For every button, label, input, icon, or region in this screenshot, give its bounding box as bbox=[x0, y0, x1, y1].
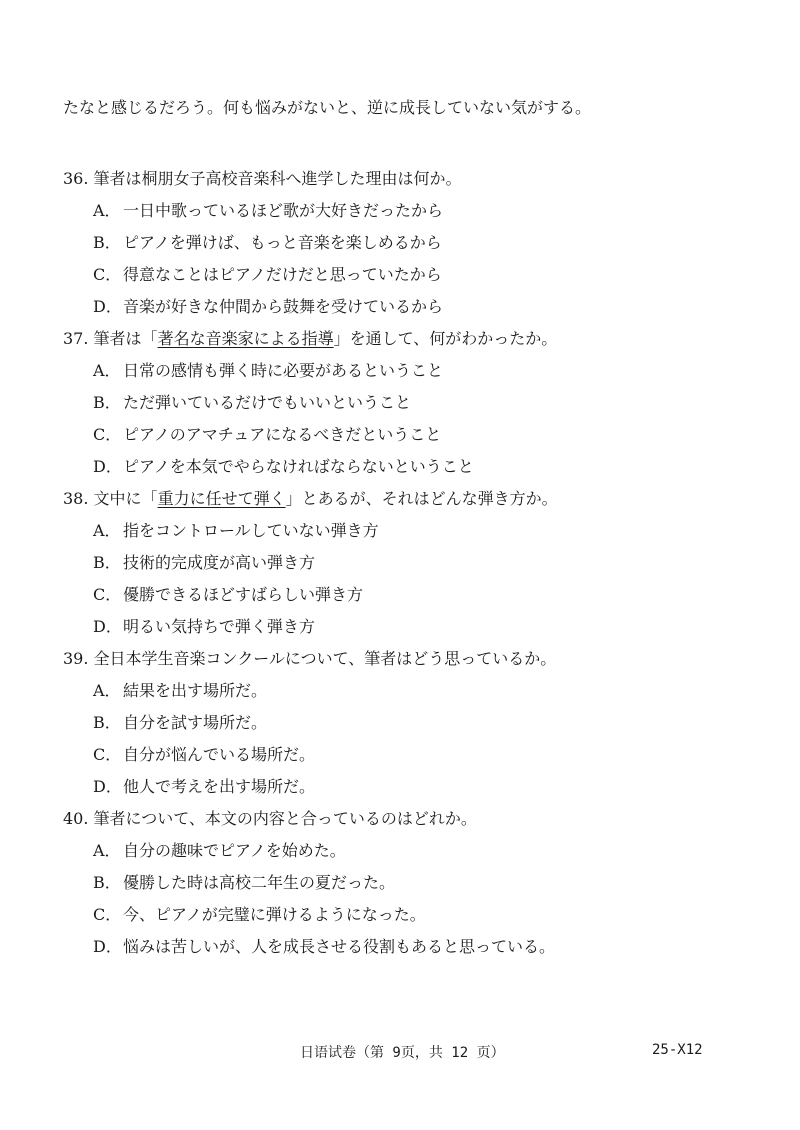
option-d[interactable] bbox=[63, 771, 763, 803]
option-letter: A． bbox=[93, 681, 121, 700]
option-d[interactable] bbox=[63, 451, 763, 483]
option-letter: C． bbox=[93, 905, 122, 924]
option-letter: C． bbox=[93, 585, 122, 604]
exam-code: 25-X12 bbox=[652, 1042, 703, 1058]
passage-closing-line: たなと感じるだろう。何も悩みがないと、逆に成長していない気がする。 bbox=[63, 98, 592, 117]
page-info: 日语试卷（第 9页，共 12 页） bbox=[300, 1045, 505, 1061]
option-b[interactable] bbox=[63, 227, 763, 259]
question-stem bbox=[63, 803, 763, 835]
option-text: 指をコントロールしていない弾き方 bbox=[123, 521, 379, 540]
question-text: 筆者について、本文の内容と合っているのはどれか。 bbox=[93, 809, 477, 828]
option-text: 自分が悩んでいる場所だ。 bbox=[123, 745, 316, 764]
option-text: 優勝した時は高校二年生の夏だった。 bbox=[123, 873, 396, 892]
question-text: 筆者は桐朋女子高校音楽科へ進学した理由は何か。 bbox=[93, 169, 462, 188]
option-text: 自分の趣味でピアノを始めた。 bbox=[123, 841, 346, 860]
option-text: 今、ピアノが完璧に弾けるようになった。 bbox=[123, 905, 426, 924]
question-text: 筆者は「著名な音楽家による指導」を通して、何がわかったか。 bbox=[93, 329, 558, 348]
question-list bbox=[63, 163, 763, 963]
option-letter: C． bbox=[93, 745, 122, 764]
option-text: 技術的完成度が高い弾き方 bbox=[123, 553, 316, 572]
option-text: 他人で考えを出す場所だ。 bbox=[123, 777, 316, 796]
option-a[interactable] bbox=[63, 835, 763, 867]
question-number: 39. bbox=[63, 649, 89, 668]
option-d[interactable] bbox=[63, 291, 763, 323]
question-36 bbox=[63, 163, 763, 323]
question-stem bbox=[63, 163, 763, 195]
option-letter: B． bbox=[93, 873, 121, 892]
question-text: 全日本学生音楽コンクールについて、筆者はどう思っているか。 bbox=[93, 649, 557, 668]
option-letter: B． bbox=[93, 393, 121, 412]
question-37 bbox=[63, 323, 763, 483]
option-letter: D． bbox=[93, 937, 122, 956]
option-letter: B． bbox=[93, 233, 121, 252]
question-stem bbox=[63, 323, 763, 355]
option-letter: D． bbox=[93, 457, 122, 476]
option-a[interactable] bbox=[63, 355, 763, 387]
question-text: 文中に「重力に任せて弾く」とあるが、それはどんな弾き方か。 bbox=[93, 489, 558, 508]
option-text: 得意なことはピアノだけだと思っていたから bbox=[123, 265, 442, 284]
option-b[interactable] bbox=[63, 547, 763, 579]
option-letter: D． bbox=[93, 777, 122, 796]
question-38 bbox=[63, 483, 763, 643]
option-c[interactable] bbox=[63, 259, 763, 291]
option-text: ピアノを弾けば、もっと音楽を楽しめるから bbox=[123, 233, 442, 252]
option-b[interactable] bbox=[63, 707, 763, 739]
option-c[interactable] bbox=[63, 579, 763, 611]
question-number: 38. bbox=[63, 489, 89, 508]
option-text: ピアノのアマチュアになるべきだということ bbox=[123, 425, 442, 444]
option-letter: C． bbox=[93, 265, 122, 284]
option-c[interactable] bbox=[63, 419, 763, 451]
option-letter: A． bbox=[93, 841, 121, 860]
underlined-phrase: 重力に任せて弾く bbox=[157, 489, 286, 508]
option-b[interactable] bbox=[63, 867, 763, 899]
option-d[interactable] bbox=[63, 931, 763, 963]
question-number: 37. bbox=[63, 329, 89, 348]
option-text: 明るい気持ちで弾く弾き方 bbox=[123, 617, 315, 636]
option-letter: A． bbox=[93, 361, 121, 380]
option-letter: B． bbox=[93, 553, 121, 572]
option-text: 音楽が好きな仲間から鼓舞を受けているから bbox=[123, 297, 444, 316]
option-text: 日常の感情も弾く時に必要があるということ bbox=[123, 361, 444, 380]
question-stem bbox=[63, 483, 763, 515]
option-b[interactable] bbox=[63, 387, 763, 419]
option-c[interactable] bbox=[63, 739, 763, 771]
option-text: 自分を試す場所だ。 bbox=[123, 713, 268, 732]
option-letter: D． bbox=[93, 617, 122, 636]
option-a[interactable] bbox=[63, 515, 763, 547]
question-stem bbox=[63, 643, 763, 675]
question-number: 36. bbox=[63, 169, 89, 188]
option-letter: D． bbox=[93, 297, 122, 316]
question-40 bbox=[63, 803, 763, 963]
option-letter: A． bbox=[93, 201, 121, 220]
option-letter: B． bbox=[93, 713, 121, 732]
option-letter: C． bbox=[93, 425, 122, 444]
option-c[interactable] bbox=[63, 899, 763, 931]
underlined-phrase: 著名な音楽家による指導 bbox=[157, 329, 334, 348]
option-text: 優勝できるほどすばらしい弾き方 bbox=[123, 585, 364, 604]
option-a[interactable] bbox=[63, 195, 763, 227]
option-text: ピアノを本気でやらなければならないということ bbox=[123, 457, 474, 476]
option-text: 悩みは苦しいが、人を成長させる役割もあると思っている。 bbox=[123, 937, 556, 956]
question-number: 40. bbox=[63, 809, 89, 828]
option-text: ただ弾いているだけでもいいということ bbox=[123, 393, 412, 412]
option-d[interactable] bbox=[63, 611, 763, 643]
option-text: 一日中歌っているほど歌が大好きだったから bbox=[123, 201, 444, 220]
option-text: 結果を出す場所だ。 bbox=[123, 681, 268, 700]
option-letter: A． bbox=[93, 521, 121, 540]
option-a[interactable] bbox=[63, 675, 763, 707]
question-39 bbox=[63, 643, 763, 803]
